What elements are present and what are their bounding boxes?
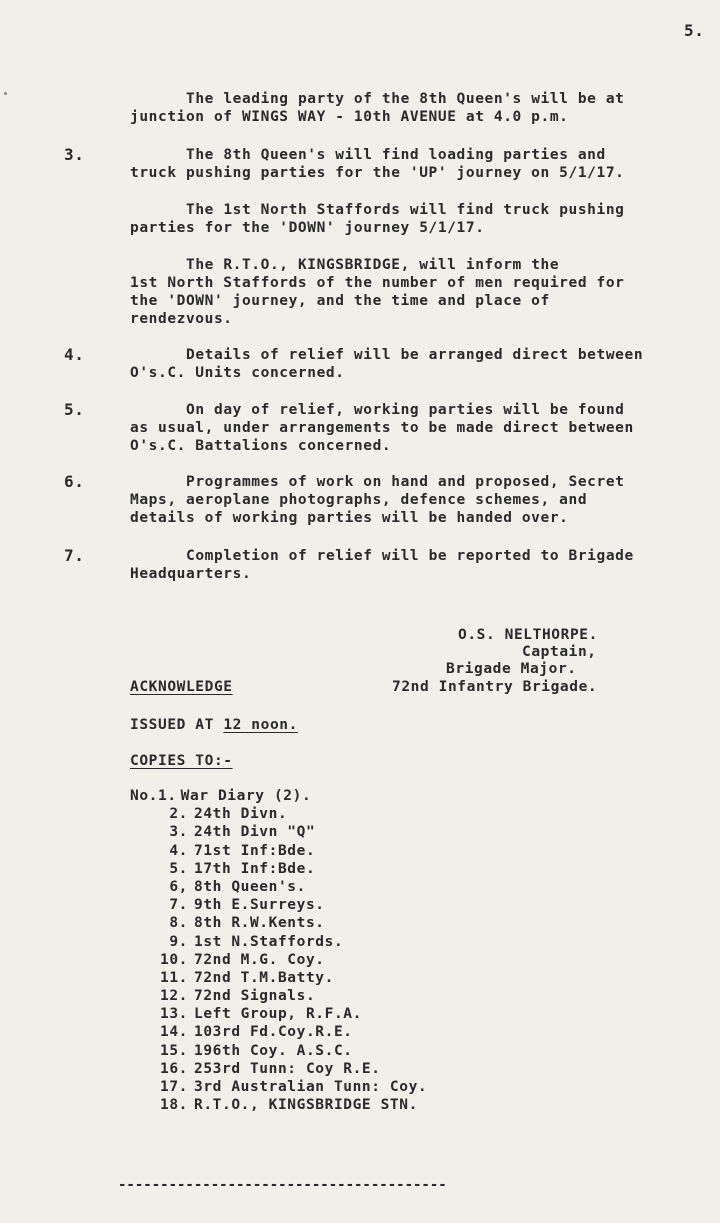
issued-time: 12 noon. [223,717,298,733]
copy-recipient: War Diary (2). [180,788,312,804]
list-item [130,1096,427,1114]
list-item [130,878,427,896]
list-item [130,1042,427,1060]
text-line: On day of relief, working parties will be found [186,402,625,418]
text-line: Completion of relief will be reported to Brigade [186,548,634,564]
copy-recipient: 71st Inf:Bde. [194,842,316,859]
copy-recipient: Left Group, R.F.A. [194,1006,362,1023]
list-item [130,933,427,951]
section-number: 5. [64,400,85,419]
copy-number: 17. [160,1079,188,1095]
paper-speck [4,92,7,95]
copy-number: 16. [160,1060,188,1077]
text-line: Maps, aeroplane photographs, defence schemes, and [130,492,588,508]
issued-line [130,716,298,734]
copy-recipient: 253rd Tunn: Coy R.E. [194,1060,381,1077]
list-item [130,1078,427,1096]
copy-number: 7. [169,897,188,914]
text-line: details of working parties will be handed over. [130,510,569,526]
copy-number: 4. [169,842,188,859]
copy-number: 12. [160,988,188,1005]
copies-heading: COPIES TO:- [130,753,233,769]
copy-recipient: 8th R.W.Kents. [194,915,325,932]
list-item [130,914,427,932]
copies-list [130,787,427,1114]
copy-number: 14. [160,1024,188,1041]
copy-recipient: R.T.O., KINGSBRIDGE STN. [194,1097,418,1114]
list-item [130,1023,427,1041]
section-number: 6. [64,472,85,491]
text-line: parties for the 'DOWN' journey 5/1/17. [130,220,485,236]
list-item [130,1060,427,1078]
section-number: 7. [64,546,85,565]
copy-number: 3. [169,824,188,841]
text-line: Programmes of work on hand and proposed, Secret [186,474,625,490]
text-line: O's.C. Battalions concerned. [130,438,392,454]
copy-number: 18. [160,1097,188,1114]
text-line: O's.C. Units concerned. [130,365,345,381]
copy-recipient: 72nd T.M.Batty. [194,969,334,986]
signature-name: O.S. NELTHORPE. [458,627,598,643]
list-item [130,969,427,987]
list-item [130,823,427,841]
copy-recipient: 196th Coy. A.S.C. [194,1042,353,1059]
text-line: 1st North Staffords of the number of men required for [130,275,625,291]
copy-number: 2. [169,806,188,823]
copy-number: No.1. [130,788,177,804]
list-item [130,951,427,969]
text-line: Headquarters. [130,566,252,582]
copy-number: 8. [169,915,188,932]
list-item [130,842,427,860]
copy-number: 6, [169,878,188,895]
copy-number: 10. [160,951,188,968]
text-line: junction of WINGS WAY - 10th AVENUE at 4.0 p.m. [130,109,569,125]
copy-number: 11. [160,969,188,986]
list-item [130,805,427,823]
text-line: The 1st North Staffords will find truck pushing [186,202,625,218]
list-item [130,1005,427,1023]
copy-number: 5. [169,860,188,877]
copy-recipient: 72nd Signals. [194,988,316,1005]
copy-recipient: 8th Queen's. [194,878,306,895]
text-line: rendezvous. [130,311,233,327]
paragraph-section-3-staffords [130,201,720,237]
list-item [130,896,427,914]
text-line: The R.T.O., KINGSBRIDGE, will inform the [186,257,560,273]
copy-recipient: 9th E.Surreys. [194,897,325,914]
copy-recipient: 24th Divn. [194,806,288,823]
copy-number: 9. [169,933,188,950]
text-line: the 'DOWN' journey, and the time and place of [130,293,550,309]
copy-number: 15. [160,1042,188,1059]
list-item [130,987,427,1005]
paragraph-section-5 [130,401,720,455]
copy-recipient: 103rd Fd.Coy.R.E. [194,1024,353,1041]
text-line: The leading party of the 8th Queen's will be at [186,91,625,107]
acknowledge-heading: ACKNOWLEDGE [130,679,233,695]
signature-role: Brigade Major. [446,661,577,677]
signature-unit: 72nd Infantry Brigade. [392,679,598,695]
section-number: 3. [64,145,85,164]
text-line: as usual, under arrangements to be made direct between [130,420,634,436]
copy-number: 13. [160,1006,188,1023]
list-item [130,860,427,878]
paragraph-leading-party [130,90,720,126]
copy-recipient: 17th Inf:Bde. [194,860,316,877]
text-line: The 8th Queen's will find loading parties and [186,147,606,163]
page-number: 5. [684,21,705,40]
paragraph-section-6 [130,473,720,527]
text-line: truck pushing parties for the 'UP' journey on 5/1/17. [130,165,625,181]
copy-recipient: 72nd M.G. Coy. [194,951,325,968]
signature-rank: Captain, [522,644,597,660]
paragraph-section-7 [130,547,720,583]
copy-recipient: 1st N.Staffords. [194,933,344,950]
copy-recipient: 24th Divn "Q" [194,824,316,841]
list-item [130,787,427,805]
end-rule: --------------------------------------- [118,1177,447,1193]
paragraph-section-4 [130,346,720,382]
issued-prefix: ISSUED AT [130,717,224,733]
section-number: 4. [64,345,85,364]
text-line: Details of relief will be arranged direct between [186,347,644,363]
paragraph-section-3-loading [130,146,720,182]
paragraph-section-3-rto [130,256,720,328]
copy-recipient: 3rd Australian Tunn: Coy. [194,1079,428,1095]
